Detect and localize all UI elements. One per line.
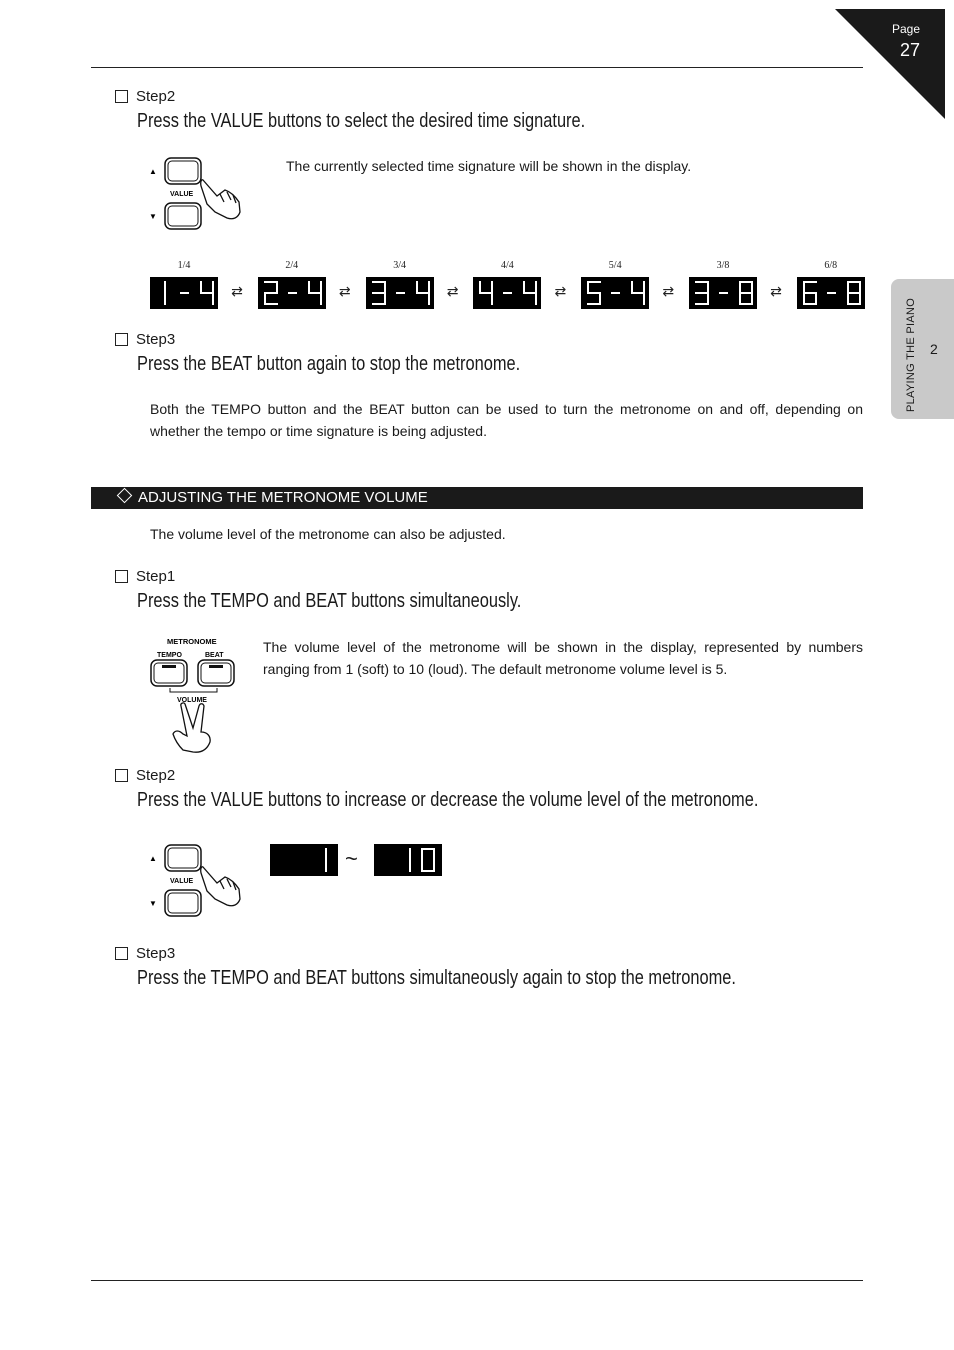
time-signature-display [473,277,541,309]
volume-step1-note: The volume level of the metronome will be shown in the display, represented by numbers ranging from 1 (soft) to 10 (loud). The default metronome volume level is 5. [263,639,863,677]
top-rule [91,67,863,68]
time-signature-display [581,277,649,309]
pointing-hand-icon [201,180,240,219]
lcd-digits [270,844,338,876]
svg-text:TEMPO: TEMPO [157,652,182,659]
svg-text:▲: ▲ [149,854,157,863]
lcd-digits [581,277,649,309]
checkbox-square-icon [115,947,128,960]
time-signature-display [797,277,865,309]
checkbox-square-icon [115,90,128,103]
value-buttons-icon [145,150,245,235]
time-signature-display [366,277,434,309]
svg-text:▼: ▼ [149,899,157,908]
lcd-digits [689,277,757,309]
time-signature-display [150,277,218,309]
time-signature-label: 3/8 [716,260,730,271]
left-right-arrows-icon: ⇄ [662,283,675,299]
checkbox-square-icon [115,769,128,782]
step2-time-heading: Press the VALUE buttons to select the desired time signature. [137,110,586,132]
volume-step3-heading: Press the TEMPO and BEAT buttons simultaneously again to stop the metronome. [137,967,736,989]
chapter-side-tab [891,279,954,419]
time-signature-label: 5/4 [608,260,622,271]
two-finger-hand-icon [173,703,210,752]
section-title: ADJUSTING THE METRONOME VOLUME [138,489,428,506]
svg-text:VALUE: VALUE [170,878,194,885]
left-right-arrows-icon: ⇄ [446,283,459,299]
diamond-icon [117,488,133,504]
chapter-side-label: PLAYING THE PIANO [905,297,917,412]
lcd-digits [258,277,326,309]
step3-stop-label: Step3 [115,331,175,348]
volume-step2-label: Step2 [115,767,175,784]
step2-time-label: Step2 [115,88,175,105]
lcd-digits [366,277,434,309]
page-label: Page [891,22,920,36]
page-corner-tab [835,9,945,119]
left-right-arrows-icon: ⇄ [770,283,782,299]
lcd-digits [473,277,541,309]
time-signature-label: 6/8 [824,260,838,271]
checkbox-square-icon [115,333,128,346]
value-buttons-icon [145,837,245,922]
section-title-bar [91,487,863,509]
volume-intro: The volume level of the metronome can also be adjusted. [150,526,506,542]
time-signature-label: 1/4 [177,260,191,271]
volume-display-min [270,844,338,876]
bottom-rule [91,1280,863,1281]
time-signature-display [689,277,757,309]
volume-step3-label: Step3 [115,945,175,962]
time-signature-display [258,277,326,309]
step2-time-note: The currently selected time signature will be shown in the display. [286,158,692,174]
lcd-digits [797,277,865,309]
lcd-digits [150,277,218,309]
left-right-arrows-icon: ⇄ [338,283,351,299]
pointing-hand-icon [201,867,240,906]
left-right-arrows-icon: ⇄ [554,283,567,299]
volume-step1-heading: Press the TEMPO and BEAT buttons simultaneously. [137,590,522,612]
svg-text:▲: ▲ [149,167,157,176]
lcd-digits [374,844,442,876]
checkbox-square-icon [115,570,128,583]
time-signature-label: 2/4 [285,260,299,271]
volume-step2-heading: Press the VALUE buttons to increase or decrease the volume level of the metronome. [137,789,759,811]
volume-display-max [374,844,442,876]
svg-text:▼: ▼ [149,212,157,221]
svg-text:BEAT: BEAT [205,652,224,659]
svg-text:VOLUME: VOLUME [177,697,207,704]
time-signature-label: 4/4 [501,260,514,271]
metronome-buttons-icon [145,632,245,757]
volume-step1-label: Step1 [115,568,175,585]
step3-stop-note: Both the TEMPO button and the BEAT button can be used to turn the metronome on and off, depending on whether the tempo or time signature is being adjusted. [150,401,863,439]
range-tilde: ~ [345,846,358,871]
step3-stop-heading: Press the BEAT button again to stop the metronome. [137,353,521,375]
svg-text:METRONOME: METRONOME [167,637,217,646]
svg-text:VALUE: VALUE [170,191,194,198]
time-signature-label: 3/4 [393,260,406,271]
page-number: 27 [899,40,920,60]
left-right-arrows-icon: ⇄ [231,283,243,299]
chapter-side-number: 2 [930,341,938,357]
